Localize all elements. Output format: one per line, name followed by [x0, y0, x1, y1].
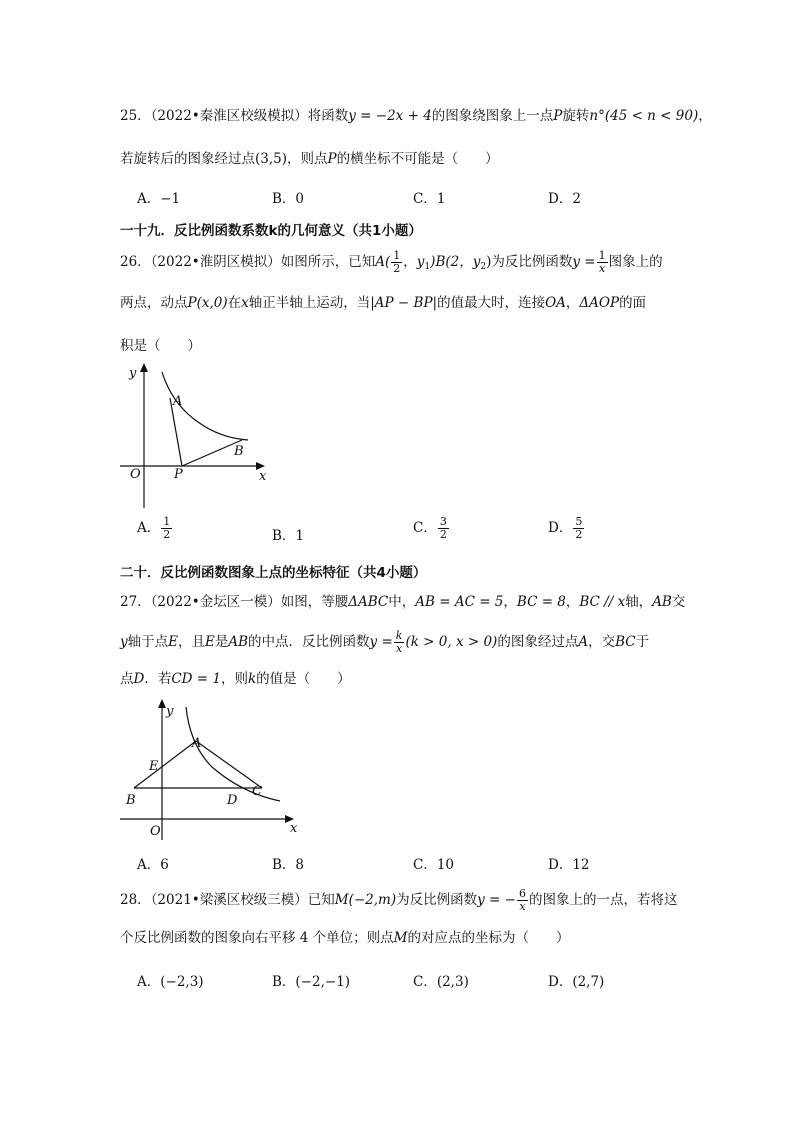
label-b: B [126, 793, 136, 808]
q26-line2 [120, 294, 646, 312]
q28-option-d: D．(2,7) [548, 974, 605, 990]
hyperbola-curve [186, 707, 280, 801]
fraction-numerator: 5 [575, 515, 583, 528]
question-text: ， [698, 108, 712, 124]
math-symbol: AB [652, 594, 672, 610]
fraction-numerator: 6 [518, 887, 526, 900]
question-text: ， [503, 594, 517, 610]
question-text: 的图象上的一点，若将这 [528, 892, 678, 908]
question-text: 两点，动点 [120, 295, 188, 311]
fraction-numerator: k [395, 629, 403, 642]
fraction-numerator: 3 [439, 515, 447, 528]
fraction [161, 516, 172, 541]
math-expression: |AP − BP| [370, 295, 438, 311]
label-c: C [252, 784, 262, 799]
fraction-denominator: 2 [163, 528, 171, 541]
label-a: A [173, 394, 183, 409]
subscript: 2 [480, 262, 487, 272]
q28-option-b: B．(−2,−1) [272, 974, 351, 990]
label-x: x [259, 469, 267, 484]
math-symbol: P [553, 108, 563, 124]
fraction-denominator: x [599, 262, 606, 275]
math-expression: n°(45 < n < 90) [589, 108, 699, 124]
q26-line1 [120, 250, 663, 276]
q26-line3: 积是（ ） [120, 338, 201, 354]
q27-option-a: A．6 [137, 857, 169, 873]
label-e: E [149, 759, 159, 774]
math-symbol: y [120, 634, 128, 650]
question-text: 中， [388, 594, 416, 610]
math-expression: (3,5) [255, 151, 288, 167]
q28-line1 [120, 888, 677, 913]
question-text: 轴正半轴上运动，当 [248, 295, 371, 311]
q26-option-b: B．1 [272, 528, 305, 544]
question-text: 交 [671, 594, 686, 610]
label-d: D [227, 793, 238, 808]
question-text: 于 [635, 634, 650, 650]
math-expression: )B(2， [430, 254, 473, 270]
math-symbol: ΔAOP [579, 295, 620, 311]
math-symbol: y [472, 254, 481, 270]
question-text: ， [565, 594, 580, 610]
fraction [438, 516, 449, 541]
label-x: x [290, 821, 298, 836]
q26-option-d [548, 516, 585, 541]
question-text: 的面 [619, 295, 647, 311]
q25-option-d: D．2 [548, 191, 581, 207]
fraction-numerator: 1 [393, 249, 401, 262]
q25-option-a: A．−1 [137, 191, 181, 207]
math-expression: BC = 8 [516, 594, 566, 610]
label-a: A [192, 736, 202, 751]
q26-figure [110, 360, 270, 510]
q27-figure [112, 695, 312, 843]
question-text: 为反比例函数 [396, 892, 478, 908]
question-number: 25． [120, 108, 151, 124]
question-text: 在 [227, 295, 242, 311]
question-source: （2022•金坛区一模） [150, 594, 281, 610]
q27-line1 [120, 593, 685, 611]
math-expression: (k > 0, x > 0) [405, 634, 498, 650]
fraction-numerator: 1 [163, 515, 171, 528]
label-y: y [129, 366, 137, 381]
math-symbol: y [416, 254, 425, 270]
math-symbol: E [168, 634, 178, 650]
question-text: ，交 [588, 634, 616, 650]
question-text: 图象上的 [608, 254, 663, 270]
math-symbol: ΔABC [348, 594, 389, 610]
question-text: 已知 [307, 892, 335, 908]
question-text: 的值最大时，连接 [437, 295, 546, 311]
question-text: ，则点 [287, 151, 328, 167]
q28-option-c: C．(2,3) [413, 974, 469, 990]
segment-pb [182, 440, 242, 466]
segment-ab [134, 741, 196, 788]
question-text: 是 [214, 634, 229, 650]
question-text: ， [565, 295, 580, 311]
question-text: 将函数 [307, 108, 349, 124]
fraction-denominator: 2 [439, 528, 447, 541]
q27-line3 [120, 670, 351, 688]
question-number: 28． [120, 892, 151, 908]
question-number: 27． [120, 594, 151, 610]
math-symbol: AB [228, 634, 249, 650]
question-text: 轴于点 [127, 634, 169, 650]
q25-option-c: C．1 [413, 191, 446, 207]
fraction-numerator: 1 [598, 249, 606, 262]
section-heading: 一十九．反比例函数系数k的几何意义（共1小题） [120, 223, 422, 239]
math-expression: y = [369, 634, 393, 650]
question-text: 点 [120, 671, 134, 687]
segment-ac [196, 741, 262, 788]
q27-line2 [120, 630, 649, 655]
fraction [517, 888, 528, 913]
option-label: D． [548, 520, 573, 536]
fraction-denominator: x [395, 642, 403, 655]
q28-option-a: A．(−2,3) [137, 974, 204, 990]
question-text: 旋转 [562, 108, 590, 124]
label-y: y [166, 704, 174, 719]
question-text: 如图，等腰 [280, 594, 349, 610]
label-p: P [174, 467, 183, 482]
q26-option-a [137, 516, 173, 541]
q27-option-c: C．10 [413, 857, 455, 873]
question-text: 轴， [625, 594, 653, 610]
question-text: 的横坐标不可能是（ ） [336, 151, 499, 167]
q25-line1 [120, 107, 712, 125]
q25-option-b: B．0 [272, 191, 305, 207]
math-symbol: BC [615, 634, 636, 650]
math-symbol: E [205, 634, 215, 650]
fraction [597, 250, 608, 275]
math-expression: BC // x [579, 594, 626, 610]
question-source: （2022•秦淮区校级模拟） [150, 108, 308, 124]
q25-line2 [120, 150, 499, 168]
option-label: C． [413, 520, 437, 536]
math-symbol: P [327, 151, 337, 167]
math-symbol: x [241, 295, 249, 311]
math-symbol: A [578, 634, 589, 650]
label-b: B [234, 444, 244, 459]
math-expression: y = − [477, 892, 516, 908]
question-text: 的中点．反比例函数 [248, 634, 370, 650]
question-text: ，则 [220, 671, 248, 687]
question-text: 的值是（ ） [256, 671, 351, 687]
option-label: A． [137, 520, 161, 536]
y-axis-arrow [158, 699, 166, 708]
question-text: ．若 [144, 671, 172, 687]
math-symbol: k [247, 671, 257, 687]
question-text: ， [403, 254, 417, 270]
fraction-denominator: x [519, 900, 526, 913]
math-expression: y = [572, 254, 596, 270]
math-symbol: OA [545, 295, 566, 311]
question-text: 个反比例函数的图象向右平移 4 个单位；则点 [120, 930, 394, 946]
fraction-denominator: 2 [393, 262, 401, 275]
math-symbol: A( [375, 254, 391, 270]
math-expression: CD = 1 [171, 671, 221, 687]
q27-option-d: D．12 [548, 857, 590, 873]
fraction [391, 250, 402, 275]
math-expression: AB = AC = 5 [415, 594, 504, 610]
question-text: 的对应点的坐标为（ ） [407, 930, 570, 946]
subscript: 1 [424, 262, 431, 272]
label-o: O [130, 467, 141, 482]
question-text: 若旋转后的图象经过点 [120, 151, 255, 167]
question-text: 的图象绕图象上一点 [431, 108, 554, 124]
question-number: 26． [120, 254, 151, 270]
question-text: ，且 [178, 634, 205, 650]
q28-line2 [120, 929, 570, 947]
y-axis-arrow [140, 363, 148, 372]
q26-option-c [413, 516, 450, 541]
question-text: 的图象经过点 [497, 634, 579, 650]
section-heading: 二十．反比例函数图象上点的坐标特征（共4小题） [120, 565, 427, 581]
fraction [573, 516, 584, 541]
math-expression: M(−2,m) [334, 892, 397, 908]
question-text: )为反比例函数 [486, 254, 573, 270]
math-symbol: M [393, 930, 408, 946]
math-expression: P(x,0) [187, 295, 228, 311]
math-symbol: D [133, 671, 145, 687]
math-expression: y = −2x + 4 [348, 108, 432, 124]
fraction [394, 630, 405, 655]
question-source: （2022•淮阴区模拟） [150, 254, 281, 270]
question-text: 如图所示，已知 [280, 254, 376, 270]
fraction-denominator: 2 [575, 528, 583, 541]
q27-option-b: B．8 [272, 857, 305, 873]
question-source: （2021•梁溪区校级三模） [150, 892, 308, 908]
label-o: O [150, 824, 161, 839]
